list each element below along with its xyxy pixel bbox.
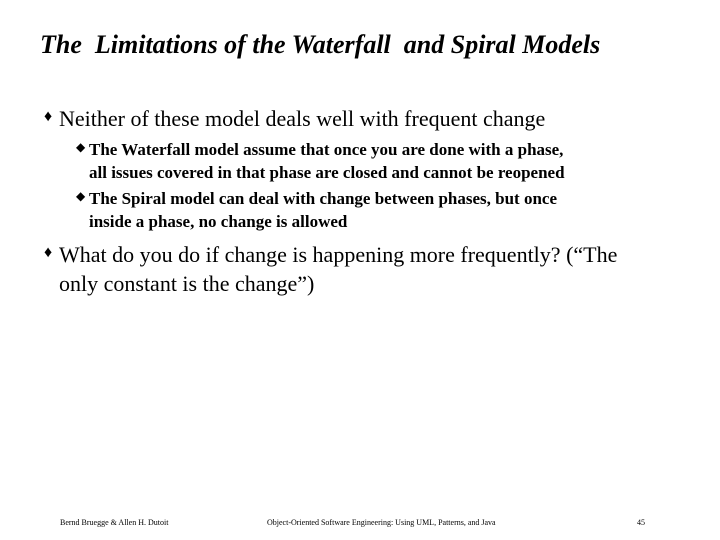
diamond-sub-bullet-icon: ◆ xyxy=(76,140,86,154)
sub-bullet-text: The Waterfall model assume that once you are done with a phase, all issues covered in that phase are closed and cannot be reopened xyxy=(89,140,565,182)
sub-bullet-text: The Spiral model can deal with change between phases, but once inside a phase, no change is allowed xyxy=(89,189,557,231)
bullet-text: What do you do if change is happening more frequently? (“The only constant is the change”) xyxy=(59,242,618,296)
diamond-sub-bullet-icon: ◆ xyxy=(76,189,86,203)
sub-bullet-item xyxy=(76,187,696,233)
diamond-bullet-icon: ♦ xyxy=(44,108,53,125)
sub-bullet-item xyxy=(76,138,696,184)
bullet-text: Neither of these model deals well with frequent change xyxy=(59,106,546,131)
footer-page-number: 45 xyxy=(637,518,645,527)
bullet-item xyxy=(44,240,694,298)
diamond-bullet-icon: ♦ xyxy=(44,244,53,261)
bullet-item xyxy=(44,104,694,133)
slide-title: The Limitations of the Waterfall and Spiral Models xyxy=(40,30,601,59)
footer-book-title: Object-Oriented Software Engineering: Using UML, Patterns, and Java xyxy=(267,518,496,527)
footer-authors: Bernd Bruegge & Allen H. Dutoit xyxy=(60,518,169,527)
